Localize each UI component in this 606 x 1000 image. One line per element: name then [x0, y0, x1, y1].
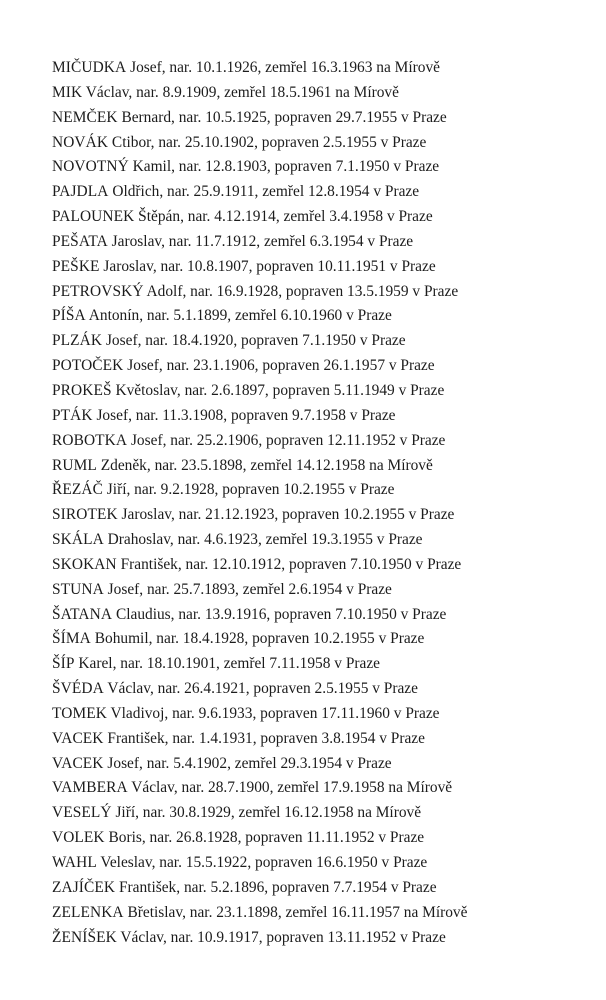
list-item	[52, 627, 467, 652]
list-item	[52, 652, 467, 677]
entry-surname: SIROTEK	[52, 506, 118, 524]
list-item	[52, 503, 467, 528]
entry-surname: ŠÍP	[52, 655, 75, 673]
list-item	[52, 776, 467, 801]
entry-details: Karel, nar. 18.10.1901, zemřel 7.11.1958 v Praze	[74, 655, 380, 673]
entry-surname: PALOUNEK	[52, 208, 135, 226]
entry-details: Květoslav, nar. 2.6.1897, popraven 5.11.1949 v Praze	[111, 381, 445, 399]
entry-details: Štěpán, nar. 4.12.1914, zemřel 3.4.1958 v Praze	[134, 208, 433, 226]
entry-details: Jaroslav, nar. 11.7.1912, zemřel 6.3.1954 v Praze	[107, 232, 414, 250]
list-item	[52, 131, 467, 156]
entry-surname: NOVOTNÝ	[52, 158, 129, 176]
list-item	[52, 255, 467, 280]
entry-details: Antonín, nar. 5.1.1899, zemřel 6.10.1960 v Praze	[85, 307, 392, 325]
list-item	[52, 528, 467, 553]
list-item	[52, 106, 467, 131]
entry-surname: SKÁLA	[52, 531, 104, 549]
entry-surname: ROBOTKA	[52, 431, 128, 449]
entry-details: Ctibor, nar. 25.10.1902, popraven 2.5.1955 v Praze	[108, 133, 427, 151]
list-item	[52, 205, 467, 230]
entry-details: Josef, nar. 10.1.1926, zemřel 16.3.1963 na Mírově	[126, 59, 440, 76]
entry-details: Josef, nar. 25.7.1893, zemřel 2.6.1954 v Praze	[103, 580, 392, 598]
entry-details: Zdeněk, nar. 23.5.1898, zemřel 14.12.1958 na Mírově	[96, 456, 433, 474]
entry-surname: RUML	[52, 456, 97, 474]
list-item	[52, 329, 467, 354]
entry-details: Vladivoj, nar. 9.6.1933, popraven 17.11.1960 v Praze	[106, 704, 440, 722]
entry-details: Václav, nar. 26.4.1921, popraven 2.5.1955 v Praze	[103, 680, 418, 698]
list-item	[52, 677, 467, 702]
list-item	[52, 280, 467, 305]
list-item	[52, 454, 467, 479]
entry-details: Adolf, nar. 16.9.1928, popraven 13.5.1959 v Praze	[143, 282, 459, 300]
entry-surname: TOMEK	[52, 704, 107, 722]
entry-surname: VACEK	[52, 729, 104, 747]
list-item	[52, 876, 467, 901]
entry-surname: PTÁK	[52, 406, 93, 424]
entry-surname: VESELÝ	[52, 804, 112, 822]
list-item	[52, 379, 467, 404]
entry-details: Bohumil, nar. 18.4.1928, popraven 10.2.1955 v Praze	[90, 630, 425, 648]
list-item	[52, 752, 467, 777]
entry-surname: PETROVSKÝ	[52, 282, 144, 300]
entry-details: František, nar. 5.2.1896, popraven 7.7.1954 v Praze	[115, 878, 437, 896]
entry-details: Bernard, nar. 10.5.1925, popraven 29.7.1955 v Praze	[117, 108, 447, 126]
list-item	[52, 553, 467, 578]
list-item	[52, 478, 467, 503]
entry-details: Václav, nar. 10.9.1917, popraven 13.11.1952 v Praze	[116, 928, 446, 946]
list-item	[52, 801, 467, 826]
list-item	[52, 578, 467, 603]
entry-surname: NOVÁK	[52, 133, 109, 151]
entry-details: Jiří, nar. 30.8.1929, zemřel 16.12.1958 na Mírově	[111, 804, 422, 822]
entry-surname: STUNA	[52, 580, 104, 598]
entry-surname: ZELENKA	[52, 903, 124, 921]
entry-details: Jaroslav, nar. 21.12.1923, popraven 10.2.1955 v Praze	[117, 506, 455, 524]
list-item	[52, 901, 467, 926]
entry-surname: PAJDLA	[52, 183, 109, 201]
entry-details: Drahoslav, nar. 4.6.1923, zemřel 19.3.1955 v Praze	[103, 531, 423, 549]
list-item	[52, 354, 467, 379]
list-item	[52, 727, 467, 752]
list-item	[52, 429, 467, 454]
entry-details: Josef, nar. 11.3.1908, popraven 9.7.1958 v Praze	[92, 406, 396, 424]
list-item	[52, 926, 467, 951]
list-item	[52, 702, 467, 727]
entry-details: Boris, nar. 26.8.1928, popraven 11.11.1952 v Praze	[104, 829, 425, 847]
entry-surname: ZAJÍČEK	[52, 878, 116, 896]
entry-details: Václav, nar. 8.9.1909, zemřel 18.5.1961 na Mírově	[82, 83, 399, 101]
entry-details: Josef, nar. 18.4.1920, popraven 7.1.1950 v Praze	[102, 332, 406, 350]
entry-surname: MIK	[52, 83, 83, 101]
entry-surname: SKOKAN	[52, 555, 117, 573]
entry-surname: VOLEK	[52, 829, 105, 847]
entry-surname: PEŠATA	[52, 232, 108, 250]
entry-surname: PEŠKE	[52, 257, 100, 275]
entry-details: František, nar. 12.10.1912, popraven 7.10.1950 v Praze	[116, 555, 462, 573]
entry-details: Oldřich, nar. 25.9.1911, zemřel 12.8.1954 v Praze	[108, 183, 420, 201]
entry-surname: MIČUDKA	[52, 59, 127, 76]
entry-details: Veleslav, nar. 15.5.1922, popraven 16.6.1950 v Praze	[96, 854, 428, 871]
entry-details: Václav, nar. 28.7.1900, zemřel 17.9.1958 na Mírově	[127, 779, 453, 797]
entry-surname: PLZÁK	[52, 332, 103, 350]
list-item	[52, 81, 467, 106]
entry-details: Josef, nar. 25.2.1906, popraven 12.11.1952 v Praze	[127, 431, 446, 449]
list-item	[52, 304, 467, 329]
list-item	[52, 826, 467, 851]
entry-details: Jiří, nar. 9.2.1928, popraven 10.2.1955 v Praze	[102, 481, 395, 499]
list-item	[52, 851, 467, 876]
entry-surname: ŽENÍŠEK	[52, 928, 117, 946]
entry-surname: ŠATANA	[52, 605, 113, 623]
entry-details: Kamil, nar. 12.8.1903, popraven 7.1.1950 v Praze	[128, 158, 440, 176]
entry-surname: POTOČEK	[52, 357, 124, 375]
list-item	[52, 603, 467, 628]
entry-details: Josef, nar. 23.1.1906, popraven 26.1.1957 v Praze	[123, 357, 435, 375]
list-item	[52, 155, 467, 180]
entry-surname: WAHL	[52, 854, 97, 871]
entry-surname: VAMBERA	[52, 779, 128, 797]
entry-surname: PÍŠA	[52, 307, 86, 325]
list-item	[52, 230, 467, 255]
entry-details: Josef, nar. 5.4.1902, zemřel 29.3.1954 v Praze	[103, 754, 392, 772]
entry-surname: NEMČEK	[52, 108, 118, 126]
entry-surname: PROKEŠ	[52, 381, 112, 399]
list-item	[52, 56, 467, 81]
entry-details: Jaroslav, nar. 10.8.1907, popraven 10.11.1951 v Praze	[99, 257, 436, 275]
entry-surname: ŘEZÁČ	[52, 481, 103, 499]
list-item	[52, 404, 467, 429]
entry-surname: VACEK	[52, 754, 104, 772]
entry-surname: ŠVÉDA	[52, 680, 104, 698]
entry-details: Claudius, nar. 13.9.1916, popraven 7.10.1950 v Praze	[112, 605, 447, 623]
entry-surname: ŠÍMA	[52, 630, 91, 648]
name-list	[52, 56, 467, 950]
entry-details: Břetislav, nar. 23.1.1898, zemřel 16.11.1957 na Mírově	[123, 903, 468, 921]
list-item	[52, 180, 467, 205]
entry-details: František, nar. 1.4.1931, popraven 3.8.1954 v Praze	[103, 729, 425, 747]
